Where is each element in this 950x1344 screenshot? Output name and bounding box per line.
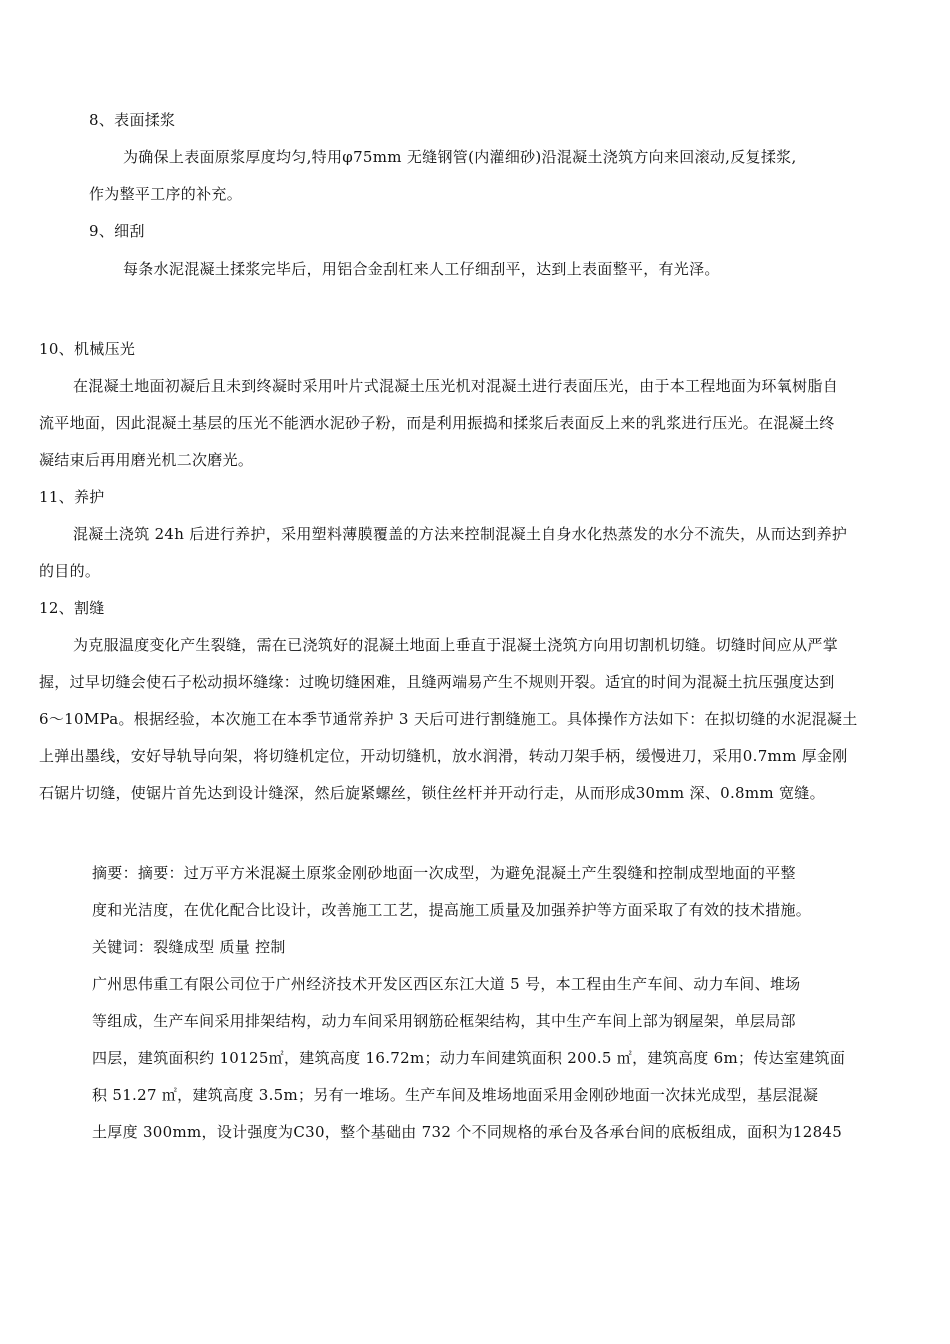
paragraph-10-line-3: 凝结束后再用磨光机二次磨光。 bbox=[39, 451, 254, 469]
intro-line-1: 广州思伟重工有限公司位于广州经济技术开发区西区东江大道 5 号，本工程由生产车间、动力车间、堆场 bbox=[92, 975, 801, 993]
heading-11: 11、养护 bbox=[39, 488, 105, 506]
heading-12: 12、割缝 bbox=[39, 599, 105, 617]
paragraph-8-line-1: 为确保上表面原浆厚度均匀,特用φ75mm 无缝钢管(内灌细砂)沿混凝土浇筑方向来回滚动,反复揉浆, bbox=[123, 148, 797, 166]
intro-line-5: 土厚度 300mm，设计强度为C30，整个基础由 732 个不同规格的承台及各承台间的底板组成，面积为12845 bbox=[92, 1123, 843, 1141]
paragraph-8-line-2: 作为整平工序的补充。 bbox=[89, 185, 243, 203]
paragraph-12-line-1: 为克服温度变化产生裂缝，需在已浇筑好的混凝土地面上垂直于混凝土浇筑方向用切割机切缝。切缝时间应从严掌 bbox=[73, 636, 839, 654]
abstract-line-1: 摘要：摘要：过万平方米混凝土原浆金刚砂地面一次成型，为避免混凝土产生裂缝和控制成型地面的平整 bbox=[92, 864, 796, 882]
heading-10: 10、机械压光 bbox=[39, 340, 136, 358]
heading-9: 9、细刮 bbox=[89, 222, 145, 240]
paragraph-11-line-1: 混凝土浇筑 24h 后进行养护，采用塑料薄膜覆盖的方法来控制混凝土自身水化热蒸发的水分不流失，从而达到养护 bbox=[73, 525, 848, 543]
paragraph-10-line-1: 在混凝土地面初凝后且未到终凝时采用叶片式混凝土压光机对混凝土进行表面压光，由于本工程地面为环氧树脂自 bbox=[73, 377, 839, 395]
keywords: 关键词：裂缝成型 质量 控制 bbox=[92, 938, 286, 956]
paragraph-12-line-2: 握，过早切缝会使石子松动损坏缝缘：过晚切缝困难，且缝两端易产生不规则开裂。适宜的时间为混凝土抗压强度达到 bbox=[39, 673, 835, 691]
paragraph-10-line-2: 流平地面，因此混凝土基层的压光不能洒水泥砂子粉，而是利用振捣和揉浆后表面反上来的乳浆进行压光。在混凝土终 bbox=[39, 414, 835, 432]
heading-8: 8、表面揉浆 bbox=[89, 111, 176, 129]
paragraph-12-line-3: 6～10MPa。根据经验，本次施工在本季节通常养护 3 天后可进行割缝施工。具体操作方法如下：在拟切缝的水泥混凝土 bbox=[39, 710, 858, 728]
intro-line-2: 等组成，生产车间采用排架结构，动力车间采用钢筋砼框架结构，其中生产车间上部为钢屋架，单层局部 bbox=[92, 1012, 796, 1030]
paragraph-9-line-1: 每条水泥混凝土揉浆完毕后，用铝合金刮杠来人工仔细刮平，达到上表面整平，有光泽。 bbox=[123, 260, 720, 278]
intro-line-4: 积 51.27 ㎡，建筑高度 3.5m；另有一堆场。生产车间及堆场地面采用金刚砂地面一次抹光成型，基层混凝 bbox=[92, 1086, 819, 1104]
paragraph-12-line-5: 石锯片切缝，使锯片首先达到设计缝深，然后旋紧螺丝，锁住丝杆并开动行走，从而形成30mm 深、0.8mm 宽缝。 bbox=[39, 784, 825, 802]
abstract-line-2: 度和光洁度，在优化配合比设计，改善施工工艺，提高施工质量及加强养护等方面采取了有效的技术措施。 bbox=[92, 901, 812, 919]
intro-line-3: 四层，建筑面积约 10125㎡，建筑高度 16.72m；动力车间建筑面积 200.5 ㎡，建筑高度 6m；传达室建筑面 bbox=[92, 1049, 846, 1067]
paragraph-11-line-2: 的目的。 bbox=[39, 562, 101, 580]
paragraph-12-line-4: 上弹出墨线，安好导轨导向架，将切缝机定位，开动切缝机，放水润滑，转动刀架手柄，缓慢进刀，采用0.7mm 厚金刚 bbox=[39, 747, 848, 765]
